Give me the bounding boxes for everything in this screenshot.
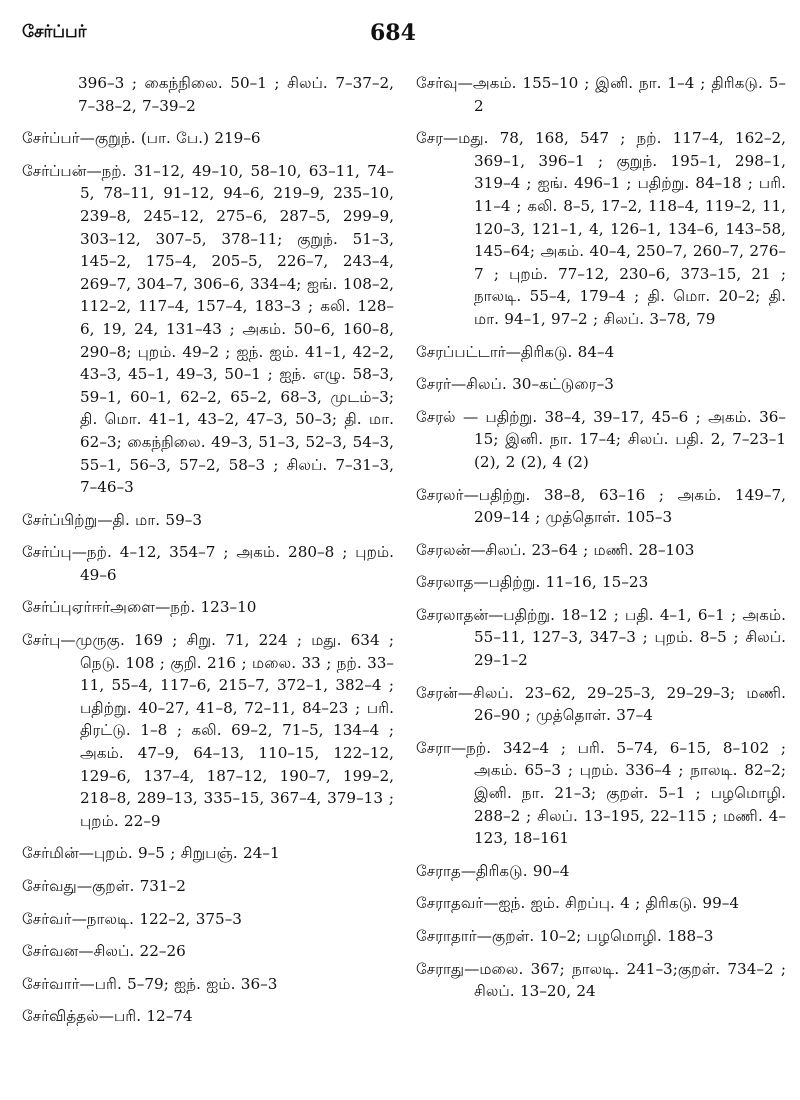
index-entry: சேரலாதன்—பதிற்று. 18–12 ; பதி. 4–1, 6–1 ; அகம். 55–11, 127–3, 347–3 ; புறம். 8–5 ; சிலப். 29–1–2 [416,605,786,670]
index-entry: சேர்மின்—புறம். 9–5 ; சிறுபஞ். 24–1 [22,844,280,863]
index-entry: சேர்வித்தல்—பரி. 12–74 [22,1007,193,1026]
index-entry: சேர்பு—முருகு. 169 ; சிறு. 71, 224 ; மது. 634 ; நெடு. 108 ; குறி. 216 ; மலை. 33 ; நற். 33–11, 55–4, 117–6, 215–7, 372–1, 382–4 ; பதிற்று. 40–27, 41–8, 72–11, 84–23 ; பரி. திரட்டு. 1–8 ; கலி. 69–2, 71–5, 134–4 ; அகம். 47–9, 64–13, 110–15, 122–12, 129–6, 137–4, 187–12, 190–7, 199–2, 218–8, 289–13, 335–15, 367–4, 379–13 ; புறம். 22–9 [22,631,394,830]
index-entry: சேர்வன—சிலப். 22–26 [22,942,186,961]
index-entry: சேராது—மலை. 367; நாலடி. 241–3;குறள். 734–2 ; சிலப். 13–20, 24 [416,959,786,1001]
index-entry: சேரா—நற். 342–4 ; பரி. 5–74, 6–15, 8–102 ; அகம். 65–3 ; புறம். 336–4 ; நாலடி. 82–2; இனி. நா. 21–3; குறள். 5–1 ; பழமொழி. 288–2 ; சிலப். 13–195, 22–115 ; மணி. 4–123, 18–161 [416,738,786,848]
index-entry: சேர்ப்பிற்று—தி. மா. 59–3 [22,510,202,529]
running-headword: சேர்ப்பர் [22,22,87,42]
index-entry: சேரலன்—சிலப். 23–64 ; மணி. 28–103 [416,540,695,559]
index-entry: சேராதார்—குறள். 10–2; பழமொழி. 188–3 [416,927,714,945]
index-entry: சேரல் — பதிற்று. 38–4, 39–17, 45–6 ; அகம். 36–15; இனி. நா. 17–4; சிலப். பதி. 2, 7–23–1 (2), 2 (2), 4 (2) [416,407,786,471]
index-entry: சேராதவர்—ஐந். ஐம். சிறப்பு. 4 ; திரிகடு. 99–4 [416,894,739,913]
index-entry: சேரலாத—பதிற்று. 11–16, 15–23 [416,573,649,592]
index-entry: சேர்ப்பர்—குறுந். (பா. பே.) 219–6 [22,129,261,148]
index-entry: சேர்ப்பு—நற். 4–12, 354–7 ; அகம். 280–8 ; புறம். 49–6 [22,543,394,584]
index-entry: சேர்வு—அகம். 155–10 ; இனி. நா. 1–4 ; திரிகடு. 5–2 [416,74,786,115]
right-column [416,72,786,1013]
index-entry: சேர—மது. 78, 168, 547 ; நற். 117–4, 162–2, 369–1, 396–1 ; குறுந். 195–1, 298–1, 319–4 ; ஐங். 496–1 ; பதிற்று. 84–18 ; பரி. 11–4 ; கலி. 8–5, 17–2, 118–4, 119–2, 11, 120–3, 121–1, 4, 126–1, 134–6, 143–58, 145–64; அகம். 40–4, 250–7, 260–7, 276–7 ; புறம். 77–12, 230–6, 373–15, 21 ; நாலடி. 55–4, 179–4 ; தி. மொ. 20–2; தி. மா. 94–1, 97–2 ; சிலப். 3–78, 79 [416,129,786,328]
index-entry: சேர்வர்—நாலடி. 122–2, 375–3 [22,909,242,928]
index-entry: சேரர்—சிலப். 30–கட்டுரை–3 [416,375,614,394]
index-entry: சேராத—திரிகடு. 90–4 [416,861,570,880]
index-entry: சேரப்பட்டார்—திரிகடு. 84–4 [416,342,615,361]
index-entry: சேரலர்—பதிற்று. 38–8, 63–16 ; அகம். 149–7, 209–14 ; முத்தொள். 105–3 [416,485,786,527]
index-entry: சேர்வது—குறள். 731–2 [22,877,186,895]
left-column [22,72,394,1038]
index-entry: சேர்ப்புஏர்ஈர்அளை—நற். 123–10 [22,598,257,617]
index-entry: சேர்ப்பன்—நற். 31–12, 49–10, 58–10, 63–11, 74–5, 78–11, 91–12, 94–6, 219–9, 235–10, 239–8, 245–12, 275–6, 287–5, 299–9, 303–12, 307–5, 378–11; குறுந். 51–3, 145–2, 175–4, 205–5, 226–7, 243–4, 269–7, 304–7, 306–6, 334–4; ஐங். 108–2, 112–2, 117–4, 157–4, 183–3 ; கலி. 128–6, 19, 24, 131–43 ; அகம். 50–6, 160–8, 290–8; புறம். 49–2 ; ஐந். ஐம். 41–1, 42–2, 43–3, 45–1, 49–3, 50–1 ; ஐந். எழு. 58–3, 59–1, 60–1, 62–2, 65–2, 68–3, முடம்–3; தி. மொ. 41–1, 43–2, 47–3, 50–3; தி. மா. 62–3; கைந்நிலை. 49–3, 51–3, 52–3, 54–3, 55–1, 56–3, 57–2, 58–3 ; சிலப். 7–31–3, 7–46–3 [22,161,394,497]
index-entry: 396–3 ; கைந்நிலை. 50–1 ; சிலப். 7–37–2, 7–38–2, 7–39–2 [78,74,394,115]
page-number: 684 [370,20,416,46]
index-entry: சேர்வார்—பரி. 5–79; ஐந். ஐம். 36–3 [22,974,278,993]
index-entry: சேரன்—சிலப். 23–62, 29–25–3, 29–29–3; மணி. 26–90 ; முத்தொள். 37–4 [416,683,786,725]
